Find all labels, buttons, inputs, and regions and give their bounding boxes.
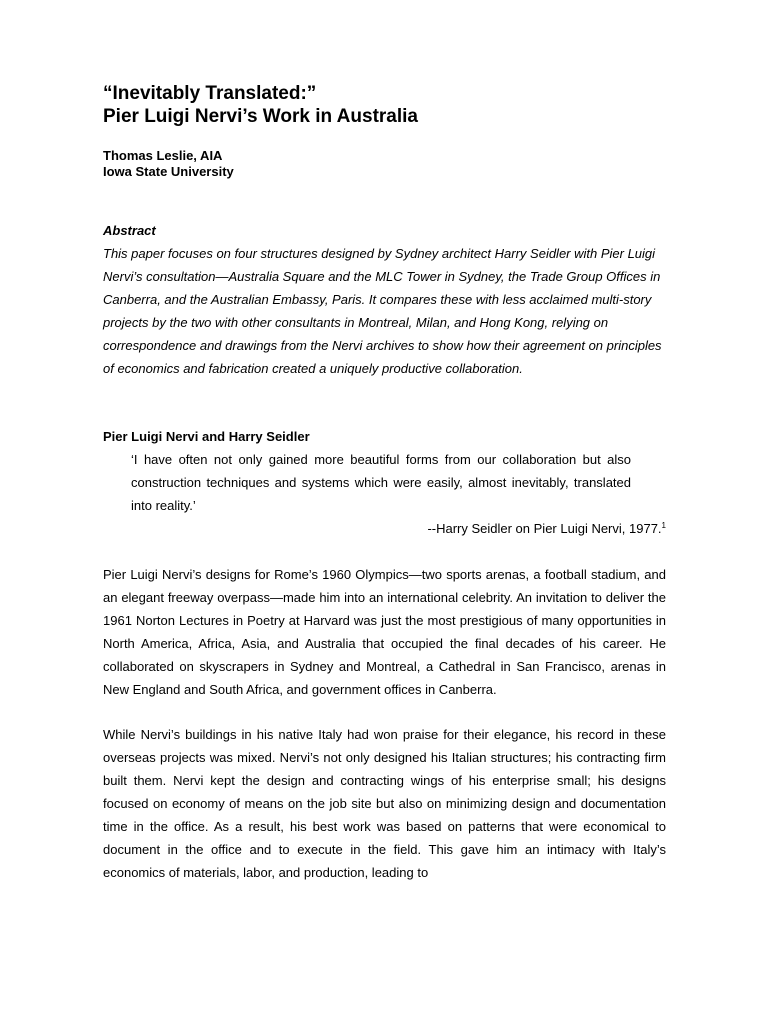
epigraph-quote: ‘I have often not only gained more beautiful forms from our collaboration but also construction techniques and systems which were easily, almost inevitably, translated into reality.’: [131, 452, 631, 513]
author-affiliation: Iowa State University: [103, 164, 234, 179]
body-paragraph-2: While Nervi’s buildings in his native Italy had won praise for their elegance, his record in these overseas projects was mixed. Nervi’s not only designed his Italian structures; his contracting firm built them. Nervi kept the design and contracting wings of his enterprise small; his designs focused on economy of means on the job site but also on minimizing design and documentation time in the office. As a result, his best work was based on patterns that were economical to document in the office and to execute in the field. This gave him an intimacy with Italy’s economics of materials, labor, and production, leading to: [103, 727, 666, 880]
attribution-text: --Harry Seidler on Pier Luigi Nervi, 1977.: [427, 521, 662, 536]
abstract-heading: Abstract: [103, 223, 156, 238]
paper-page: [103, 82, 666, 884]
epigraph-attribution: [103, 517, 666, 540]
paper-title: [103, 82, 666, 128]
section-heading: Pier Luigi Nervi and Harry Seidler: [103, 429, 310, 444]
footnote-marker[interactable]: 1: [661, 521, 666, 530]
body-paragraph-1: Pier Luigi Nervi’s designs for Rome’s 1960 Olympics—two sports arenas, a football stadium, and an elegant freeway overpass—made him into an international celebrity. An invitation to deliver the 1961 Norton Lectures in Poetry at Harvard was just the most prestigious of many opportunities in North America, Africa, Asia, and Australia that occupied the final decades of his career. He collaborated on skyscrapers in Sydney and Montreal, a Cathedral in San Francisco, arenas in New England and South Africa, and government offices in Canberra.: [103, 567, 666, 697]
author-name: Thomas Leslie, AIA: [103, 148, 223, 163]
abstract-body: This paper focuses on four structures designed by Sydney architect Harry Seidler with Pier Luigi Nervi’s consultation—Australia Square and the MLC Tower in Sydney, the Trade Group Offices in Canberra, and the Australian Embassy, Paris. It compares these with less acclaimed multi-story projects by the two with other consultants in Montreal, Milan, and Hong Kong, relying on correspondence and drawings from the Nervi archives to show how their agreement on principles of economics and fabrication created a uniquely productive collaboration.: [103, 246, 662, 376]
title-line-2: Pier Luigi Nervi’s Work in Australia: [103, 106, 418, 127]
title-line-1: “Inevitably Translated:”: [103, 83, 317, 104]
author-block: [103, 148, 666, 180]
